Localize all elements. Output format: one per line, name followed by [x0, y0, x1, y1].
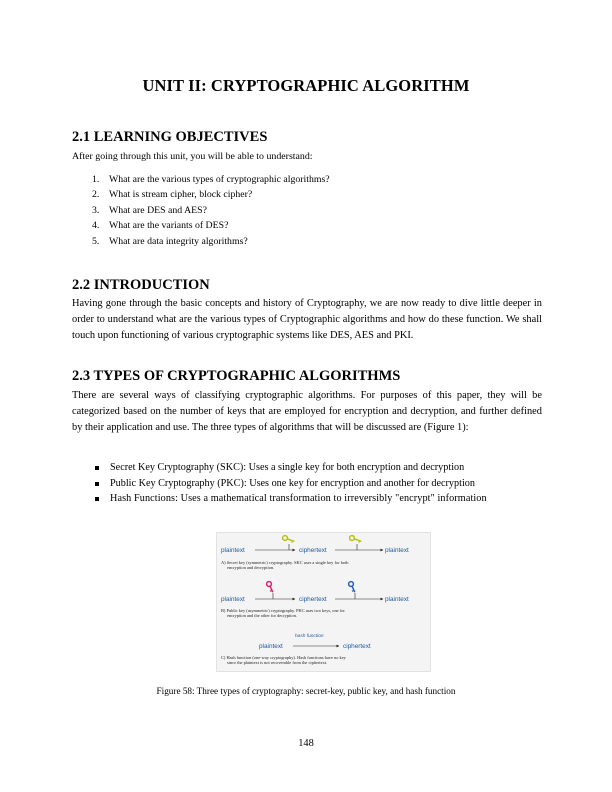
list-item: Hash Functions: Uses a mathematical transformation to irreversibly "encrypt" information	[92, 491, 542, 507]
list-item: 1. What are the various types of cryptographic algorithms?	[92, 174, 330, 185]
figure-caption: Figure 58: Three types of cryptography: secret-key, public key, and hash function	[156, 686, 456, 696]
bullet-icon	[95, 482, 99, 486]
panel-c-caption: C) Hash function (one-way cryptography). Hash functions have no key	[221, 655, 346, 660]
objectives-list	[92, 172, 330, 249]
introduction-paragraph: Having gone through the basic concepts and history of Cryptography, we are now ready to dive little deeper in order to understand what are the various types of Cryptographic algorithms and how do these function. We shall touch upon functioning of various cryptographic systems like DES, AES and PKI.	[72, 298, 542, 341]
bullet-icon	[95, 497, 99, 501]
ciphertext-label: ciphertext	[299, 596, 327, 603]
plaintext-label: plaintext	[221, 547, 245, 554]
panel-c-caption: since the plaintext is not recoverable from the ciphertext.	[227, 660, 328, 665]
bullet-icon	[95, 466, 99, 470]
panel-a-caption: A) Secret key (symmetric) cryptography. SKC uses a single key for both	[221, 560, 349, 565]
private-key-icon	[348, 581, 357, 593]
hash-function-label: hash function	[295, 634, 324, 639]
types-paragraph: There are several ways of classifying cryptographic algorithms. For purposes of this paper, they will be categorized based on the number of keys that are employed for encryption and decryption, and further defined by their application and use. The three types of algorithms that will be discussed are (Figure 1):	[72, 390, 542, 433]
section-heading-learning-objectives: 2.1 LEARNING OBJECTIVES	[72, 129, 268, 145]
list-item: 2. What is stream cipher, block cipher?	[92, 189, 253, 201]
page-number: 148	[298, 738, 314, 749]
ciphertext-label: ciphertext	[343, 643, 371, 650]
unit-title: UNIT II: CRYPTOGRAPHIC ALGORITHM	[142, 76, 470, 95]
list-item: 5. What are data integrity algorithms?	[92, 235, 248, 247]
figure-diagram	[217, 533, 430, 671]
list-item: Public Key Cryptography (PKC): Uses one key for encryption and another for decryption	[92, 476, 542, 492]
panel-a-caption: encryption and decryption.	[227, 565, 275, 570]
secret-key-icon	[349, 535, 362, 544]
plaintext-label: plaintext	[385, 596, 409, 603]
panel-b-caption: B) Public key (asymmetric) cryptography. PKC uses two keys, one for	[221, 608, 345, 613]
list-item: 3. What are DES and AES?	[92, 204, 207, 216]
panel-a	[221, 535, 409, 570]
panel-c	[221, 633, 371, 665]
objectives-intro: After going through this unit, you will be able to understand:	[72, 151, 313, 162]
section-heading-types: 2.3 TYPES OF CRYPTOGRAPHIC ALGORITHMS	[72, 368, 401, 384]
plaintext-label: plaintext	[385, 547, 409, 554]
list-item: Secret Key Cryptography (SKC): Uses a single key for both encryption and decryption	[92, 460, 542, 476]
panel-b-caption: encryption and the other for decryption.	[227, 613, 297, 618]
algorithm-types-list	[92, 460, 542, 507]
secret-key-icon	[282, 535, 295, 544]
panel-b	[221, 581, 409, 618]
cryptography-types-figure	[216, 532, 431, 672]
list-item: 4. What are the variants of DES?	[92, 220, 229, 232]
public-key-icon	[266, 581, 275, 593]
plaintext-label: plaintext	[221, 596, 245, 603]
ciphertext-label: ciphertext	[299, 547, 327, 554]
plaintext-label: plaintext	[259, 643, 283, 650]
section-heading-introduction: 2.2 INTRODUCTION	[72, 277, 210, 293]
